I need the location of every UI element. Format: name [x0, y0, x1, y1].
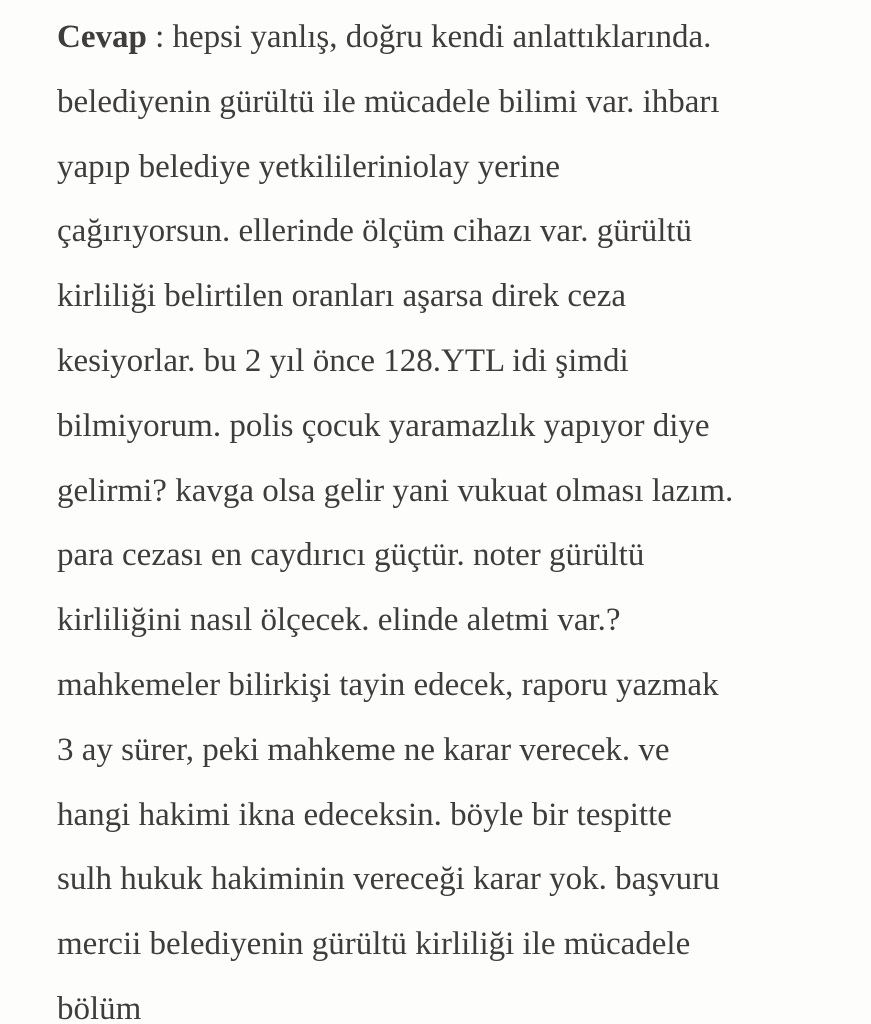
text-line: bilmiyorum. polis çocuk yaramazlık yapıyor diye [57, 407, 710, 444]
text-line: belediyenin gürültü ile mücadele bilimi var. ihbarı [57, 83, 720, 120]
answer-label: Cevap [57, 19, 147, 55]
text-line: yapıp belediye yetkilileriniolay yerine [57, 148, 561, 185]
answer-line-1-rest: : hepsi yanlış, doğru kendi anlattıklarında. [146, 19, 712, 55]
text-line: kesiyorlar. bu 2 yıl önce 128.YTL idi şimdi [57, 342, 629, 379]
text-line [57, 5, 847, 70]
text-line: para cezası en caydırıcı güçtür. noter gürültü [57, 537, 645, 574]
text-line: kirliliğini nasıl ölçecek. elinde aletmi var.? [57, 602, 621, 639]
text-line: çağırıyorsun. ellerinde ölçüm cihazı var. gürültü [57, 213, 693, 250]
text-line: mahkemeler bilirkişi tayin edecek, raporu yazmak [57, 666, 719, 703]
text-line: gelirmi? kavga olsa gelir yani vukuat olması lazım. [57, 472, 734, 509]
text-line: 3 ay sürer, peki mahkeme ne karar verecek. ve [57, 731, 670, 768]
answer-text-block [57, 5, 847, 1024]
text-line: mercii belediyenin gürültü kirliliği ile mücadele [57, 926, 691, 963]
text-line: hangi hakimi ikna edeceksin. böyle bir tespitte [57, 796, 672, 833]
text-line: bölüm [57, 990, 142, 1024]
text-line: sulh hukuk hakiminin vereceği karar yok. başvuru [57, 861, 720, 898]
text-line: kirliliği belirtilen oranları aşarsa direk ceza [57, 278, 626, 315]
